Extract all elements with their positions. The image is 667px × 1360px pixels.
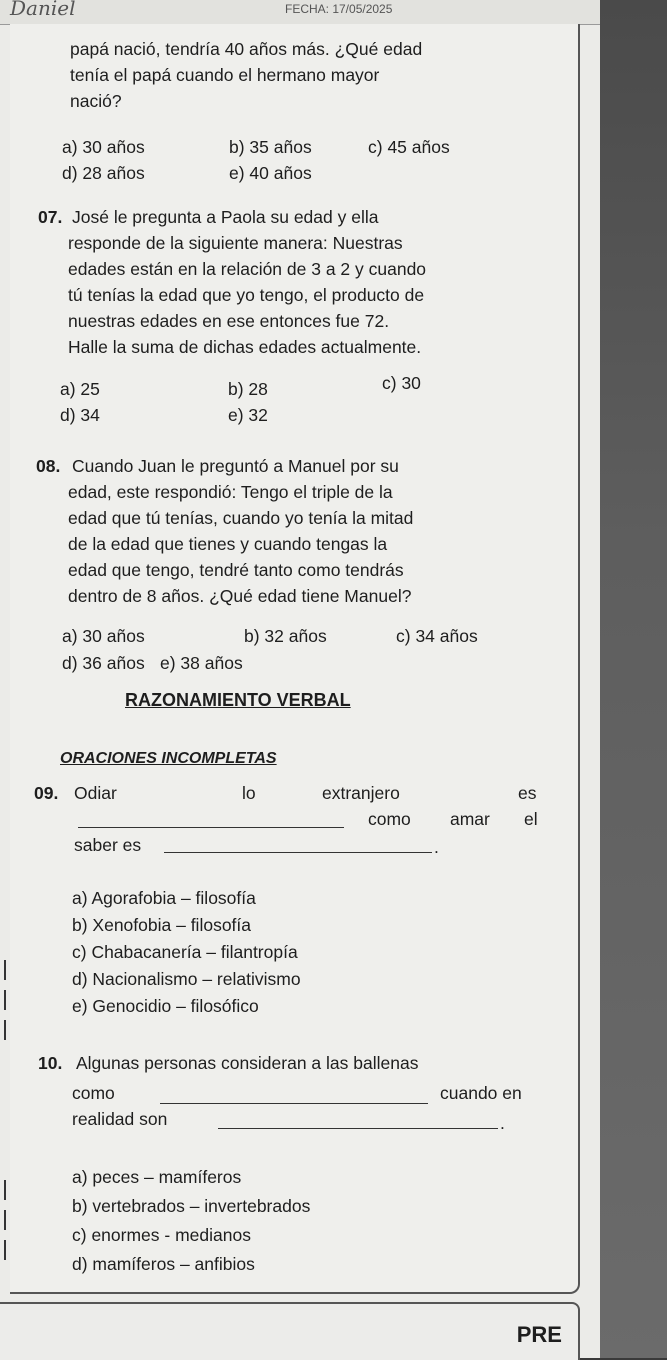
q08-option-d[interactable]: d) 36 años [62, 653, 145, 673]
q07-number: 07. [38, 207, 63, 227]
q06-option-a[interactable]: a) 30 años [62, 137, 145, 157]
q08-line-2: edad, este respondió: Tengo el triple de la [68, 482, 393, 502]
q10-line-3: realidad son [72, 1109, 168, 1129]
q09-word: amar [450, 809, 490, 829]
q09-word: Odiar [74, 783, 117, 803]
q09-word: es [518, 783, 537, 803]
q07-line-2: responde de la siguiente manera: Nuestras [68, 233, 403, 253]
q07-line-5: nuestras edades en ese entonces fue 72. [68, 311, 390, 331]
date-label: FECHA: 17/05/2025 [285, 2, 393, 16]
q08-option-c[interactable]: c) 34 años [396, 626, 478, 646]
margin-mark [4, 1240, 6, 1260]
q10-option-d[interactable]: d) mamíferos – anfibios [72, 1254, 255, 1274]
q10-blank-1[interactable] [160, 1103, 428, 1104]
top-strip [0, 0, 600, 25]
q06-option-e[interactable]: e) 40 años [229, 163, 312, 183]
q09-word: lo [242, 783, 256, 803]
q06-option-d[interactable]: d) 28 años [62, 163, 145, 183]
q10-line-2b: cuando en [440, 1083, 522, 1103]
q06-option-c[interactable]: c) 45 años [368, 137, 450, 157]
margin-mark [4, 1180, 6, 1200]
q08-option-a[interactable]: a) 30 años [62, 626, 145, 646]
q08-line-1: Cuando Juan le preguntó a Manuel por su [72, 456, 399, 476]
q10-option-b[interactable]: b) vertebrados – invertebrados [72, 1196, 311, 1216]
q07-line-4: tú tenías la edad que yo tengo, el producto de [68, 285, 425, 305]
q09-option-b[interactable]: b) Xenofobia – filosofía [72, 915, 252, 935]
q06-option-b[interactable]: b) 35 años [229, 137, 312, 157]
q08-line-4: de la edad que tienes y cuando tengas la [68, 534, 388, 554]
q06-line-2: tenía el papá cuando el hermano mayor [70, 65, 380, 85]
q07-option-d[interactable]: d) 34 [60, 405, 100, 425]
footer-box [0, 1302, 580, 1360]
q07-option-e[interactable]: e) 32 [228, 405, 268, 425]
q09-option-a[interactable]: a) Agorafobia – filosofía [72, 888, 256, 908]
section-title: RAZONAMIENTO VERBAL [125, 690, 351, 710]
q09-option-c[interactable]: c) Chabacanería – filantropía [72, 942, 298, 962]
q07-option-b[interactable]: b) 28 [228, 379, 268, 399]
q09-number: 09. [34, 783, 59, 803]
q08-option-b[interactable]: b) 32 años [244, 626, 327, 646]
q07-line-1: José le pregunta a Paola su edad y ella [72, 207, 379, 227]
handwritten-name: Daniel [10, 0, 76, 20]
q09-option-e[interactable]: e) Genocidio – filosófico [72, 996, 259, 1016]
q10-line-2a: como [72, 1083, 115, 1103]
q07-option-a[interactable]: a) 25 [60, 379, 100, 399]
q10-period: . [500, 1113, 505, 1133]
q09-word: como [368, 809, 411, 829]
q08-number: 08. [36, 456, 61, 476]
subsection-title: ORACIONES INCOMPLETAS [60, 750, 277, 767]
q06-line-1: papá nació, tendría 40 años más. ¿Qué edad [70, 39, 423, 59]
margin-mark [4, 1210, 6, 1230]
q10-number: 10. [38, 1053, 63, 1073]
q07-option-c[interactable]: c) 30 [382, 373, 421, 393]
margin-mark [4, 990, 6, 1010]
q08-option-e[interactable]: e) 38 años [160, 653, 243, 673]
q09-option-d[interactable]: d) Nacionalismo – relativismo [72, 969, 301, 989]
q10-blank-2[interactable] [218, 1128, 498, 1129]
margin-mark [4, 1020, 6, 1040]
q10-option-a[interactable]: a) peces – mamíferos [72, 1167, 242, 1187]
q09-word: extranjero [322, 783, 400, 803]
q07-line-3: edades están en la relación de 3 a 2 y cuando [68, 259, 427, 279]
margin-mark [4, 960, 6, 980]
q07-line-6: Halle la suma de dichas edades actualmente. [68, 337, 422, 357]
q09-blank-1[interactable] [78, 827, 344, 828]
footer-label: PRE [516, 1322, 562, 1347]
q10-line-1: Algunas personas consideran a las ballenas [76, 1053, 419, 1073]
q06-line-3: nació? [70, 91, 122, 111]
q09-period: . [434, 837, 439, 857]
q09-word: el [524, 809, 538, 829]
q09-line-3: saber es [74, 835, 142, 855]
q08-line-3: edad que tú tenías, cuando yo tenía la mitad [68, 508, 414, 528]
q08-line-5: edad que tengo, tendré tanto como tendrás [68, 560, 404, 580]
q08-line-6: dentro de 8 años. ¿Qué edad tiene Manuel? [68, 586, 412, 606]
q10-option-c[interactable]: c) enormes - medianos [72, 1225, 251, 1245]
q09-blank-2[interactable] [164, 852, 432, 853]
